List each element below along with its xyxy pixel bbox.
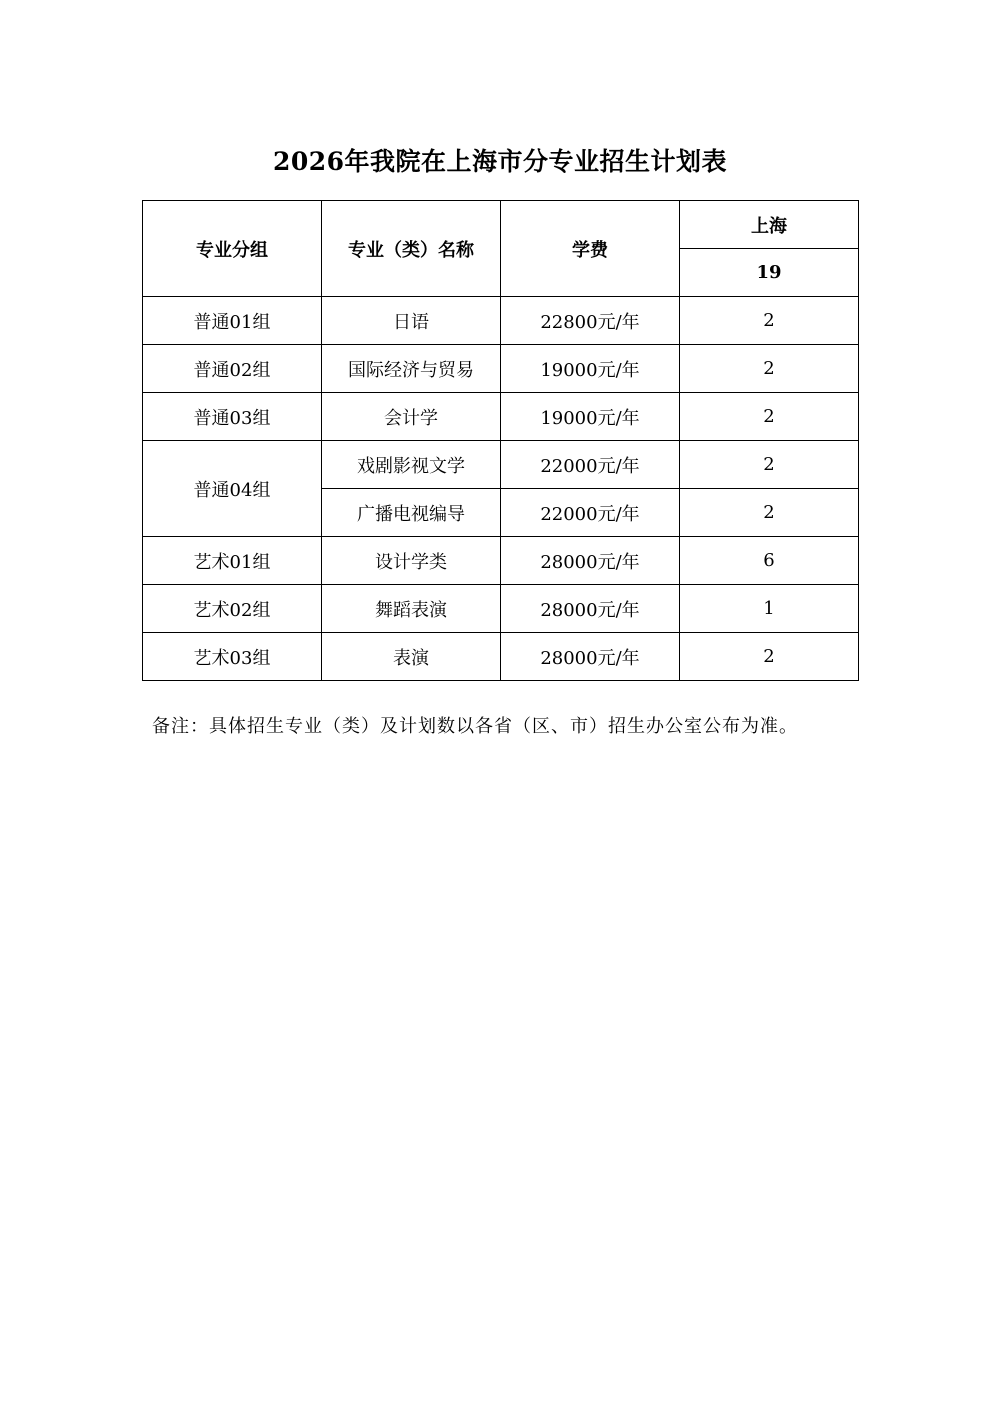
cell-major: 日语	[322, 297, 501, 345]
cell-tuition: 22000元/年	[501, 441, 680, 489]
cell-count: 1	[680, 585, 859, 633]
enrollment-plan-table	[142, 200, 859, 681]
page-title: 2026年我院在上海市分专业招生计划表	[272, 147, 728, 176]
cell-count: 2	[680, 489, 859, 537]
header-region: 上海	[680, 201, 859, 249]
table-row	[143, 345, 859, 393]
cell-group: 艺术02组	[143, 585, 322, 633]
table-row	[143, 537, 859, 585]
table-row	[143, 393, 859, 441]
cell-group: 普通04组	[143, 441, 322, 537]
cell-major: 广播电视编导	[322, 489, 501, 537]
cell-group: 普通02组	[143, 345, 322, 393]
header-group: 专业分组	[143, 201, 322, 297]
header-tuition: 学费	[501, 201, 680, 297]
cell-tuition: 19000元/年	[501, 345, 680, 393]
cell-tuition: 19000元/年	[501, 393, 680, 441]
cell-tuition: 22000元/年	[501, 489, 680, 537]
cell-count: 2	[680, 345, 859, 393]
header-major: 专业（类）名称	[322, 201, 501, 297]
cell-count: 2	[680, 297, 859, 345]
cell-group: 艺术01组	[143, 537, 322, 585]
cell-group: 艺术03组	[143, 633, 322, 681]
cell-count: 2	[680, 441, 859, 489]
table-row	[143, 441, 859, 489]
table-row	[143, 585, 859, 633]
cell-major: 表演	[322, 633, 501, 681]
cell-tuition: 28000元/年	[501, 633, 680, 681]
cell-major: 会计学	[322, 393, 501, 441]
cell-major: 舞蹈表演	[322, 585, 501, 633]
cell-tuition: 28000元/年	[501, 585, 680, 633]
table-row	[143, 633, 859, 681]
cell-major: 国际经济与贸易	[322, 345, 501, 393]
cell-tuition: 28000元/年	[501, 537, 680, 585]
cell-major: 设计学类	[322, 537, 501, 585]
cell-count: 6	[680, 537, 859, 585]
cell-major: 戏剧影视文学	[322, 441, 501, 489]
header-region-total: 19	[680, 249, 859, 297]
cell-count: 2	[680, 633, 859, 681]
footnote: 备注：具体招生专业（类）及计划数以各省（区、市）招生办公室公布为准。	[152, 716, 798, 737]
cell-tuition: 22800元/年	[501, 297, 680, 345]
table-header-row	[143, 201, 859, 249]
table-row	[143, 297, 859, 345]
cell-group: 普通01组	[143, 297, 322, 345]
cell-group: 普通03组	[143, 393, 322, 441]
cell-count: 2	[680, 393, 859, 441]
